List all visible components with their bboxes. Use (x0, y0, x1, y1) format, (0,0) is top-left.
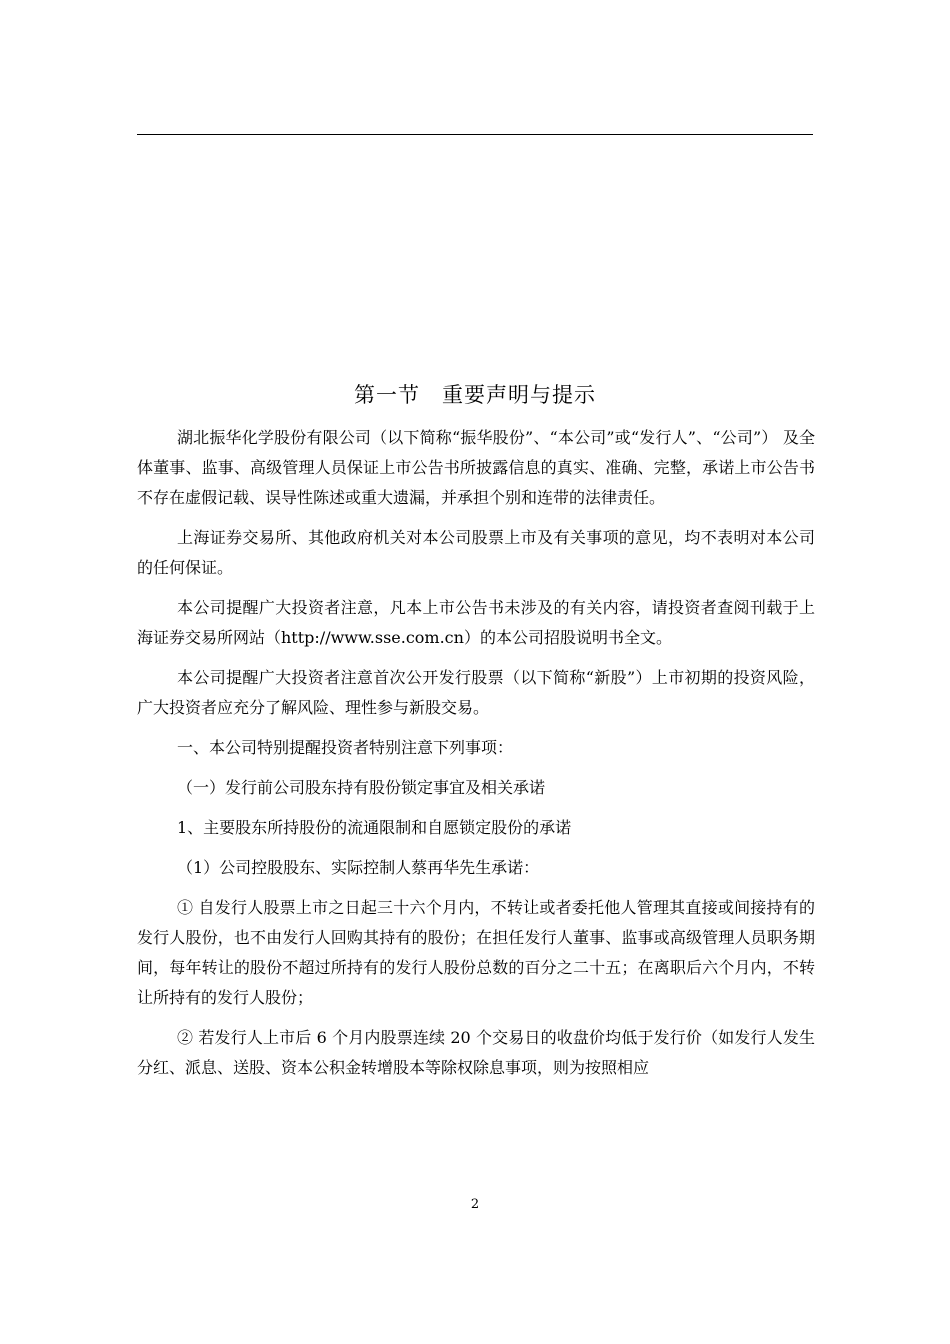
section-title: 第一节 重要声明与提示 (354, 383, 596, 407)
header-rule (137, 134, 813, 135)
page-number: 2 (470, 1197, 480, 1212)
paragraph-risk-warning: 本公司提醒广大投资者注意首次公开发行股票（以下简称“新股”）上市初期的投资风险，广大投资者应充分了解风险、理性参与新股交易。 (137, 668, 815, 717)
paragraph-subheading-lockup: （一）发行前公司股东持有股份锁定事宜及相关承诺 (177, 778, 546, 797)
paragraph-commitment-item-1: ① 自发行人股票上市之日起三十六个月内，不转让或者委托他人管理其直接或间接持有的发行人股份，也不由发行人回购其持有的股份；在担任发行人董事、监事或高级管理人员职务期间，每年转让的股份不超过所持有的发行人股份总数的百分之二十五；在离职后六个月内，不转让所持有的发行人股份； (137, 898, 815, 1007)
paragraph-controller-commitment: （1）公司控股股东、实际控制人蔡再华先生承诺： (177, 858, 540, 877)
document-body (137, 423, 815, 1093)
paragraph-heading-special-notice: 一、本公司特别提醒投资者特别注意下列事项： (177, 738, 514, 757)
paragraph-prospectus-reference: 本公司提醒广大投资者注意，凡本上市公告书未涉及的有关内容，请投资者查阅刊载于上海证券交易所网站（http://www.sse.com.cn）的本公司招股说明书全文。 (137, 598, 815, 647)
paragraph-exchange-disclaimer: 上海证券交易所、其他政府机关对本公司股票上市及有关事项的意见，均不表明对本公司的任何保证。 (137, 528, 815, 577)
paragraph-statement: 湖北振华化学股份有限公司（以下简称“振华股份”、“本公司”或“发行人”、“公司”） 及全体董事、监事、高级管理人员保证上市公告书所披露信息的真实、准确、完整，承诺上市公告书不存在虚假记载、误导性陈述或重大遗漏，并承担个别和连带的法律责任。 (137, 428, 815, 507)
paragraph-subheading-shareholder-commitment: 1、主要股东所持股份的流通限制和自愿锁定股份的承诺 (177, 818, 572, 837)
paragraph-commitment-item-2: ② 若发行人上市后 6 个月内股票连续 20 个交易日的收盘价均低于发行价（如发行人发生分红、派息、送股、资本公积金转增股本等除权除息事项，则为按照相应 (137, 1028, 815, 1077)
